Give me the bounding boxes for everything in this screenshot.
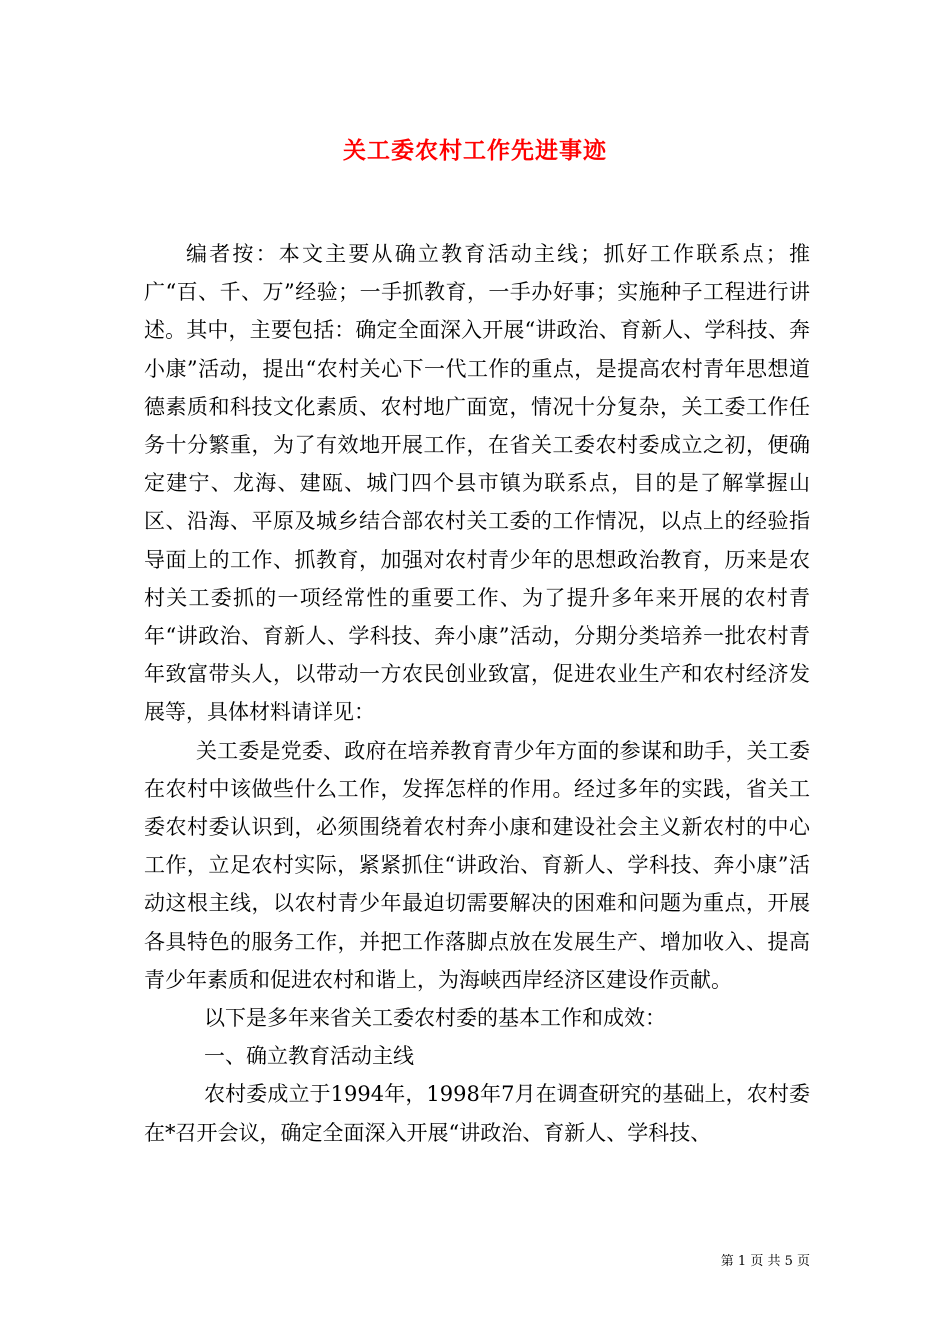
editor-note-paragraph: 编者按：本文主要从确立教育活动主线；抓好工作联系点；推广“百、千、万”经验；一手抓教育，一手办好事；实施种子工程进行讲述。其中，主要包括：确定全面深入开展“讲政治、育新人、学科技、奔小康”活动，提出“农村关心下一代工作的重点，是提高农村青年思想道德素质和科技文化素质、农村地广面宽，情况十分复杂，关工委工作任务十分繁重，为了有效地开展工作，在省关工委农村委成立之初，便确定建宁、龙海、建瓯、城门四个县市镇为联系点，目的是了解掌握山区、沿海、平原及城乡结合部农村关工委的工作情况，以点上的经验指导面上的工作、抓教育，加强对农村青少年的思想政治教育，历来是农村关工委抓的一项经常性的重要工作、为了提升多年来开展的农村青年“讲政治、育新人、学科技、奔小康”活动，分期分类培养一批农村青年致富带头人，以带动一方农民创业致富，促进农业生产和农村经济发展等，具体材料请详见： [144, 242, 810, 725]
document-title: 关工委农村工作先进事迹 [343, 137, 607, 164]
section-heading: 一、确立教育活动主线 [204, 1044, 414, 1069]
summary-lead-paragraph: 以下是多年来省关工委农村委的基本工作和成效： [204, 1006, 666, 1031]
document-body [144, 235, 810, 1152]
page-number: 第 1 页 共 5 页 [720, 1254, 810, 1269]
section-paragraph: 农村委成立于1994年，1998年7月在调查研究的基础上，农村委在*召开会议，确定全面深入开展“讲政治、育新人、学科技、 [144, 1082, 810, 1145]
intro-paragraph: 关工委是党委、政府在培养教育青少年方面的参谋和助手，关工委在农村中该做些什么工作，发挥怎样的作用。经过多年的实践，省关工委农村委认识到，必须围绕着农村奔小康和建设社会主义新农村的中心工作，立足农村实际，紧紧抓住“讲政治、育新人、学科技、奔小康”活动这根主线，以农村青少年最迫切需要解决的困难和问题为重点，开展各具特色的服务工作，并把工作落脚点放在发展生产、增加收入、提高青少年素质和促进农村和谐上，为海峡西岸经济区建设作贡献。 [144, 738, 810, 992]
